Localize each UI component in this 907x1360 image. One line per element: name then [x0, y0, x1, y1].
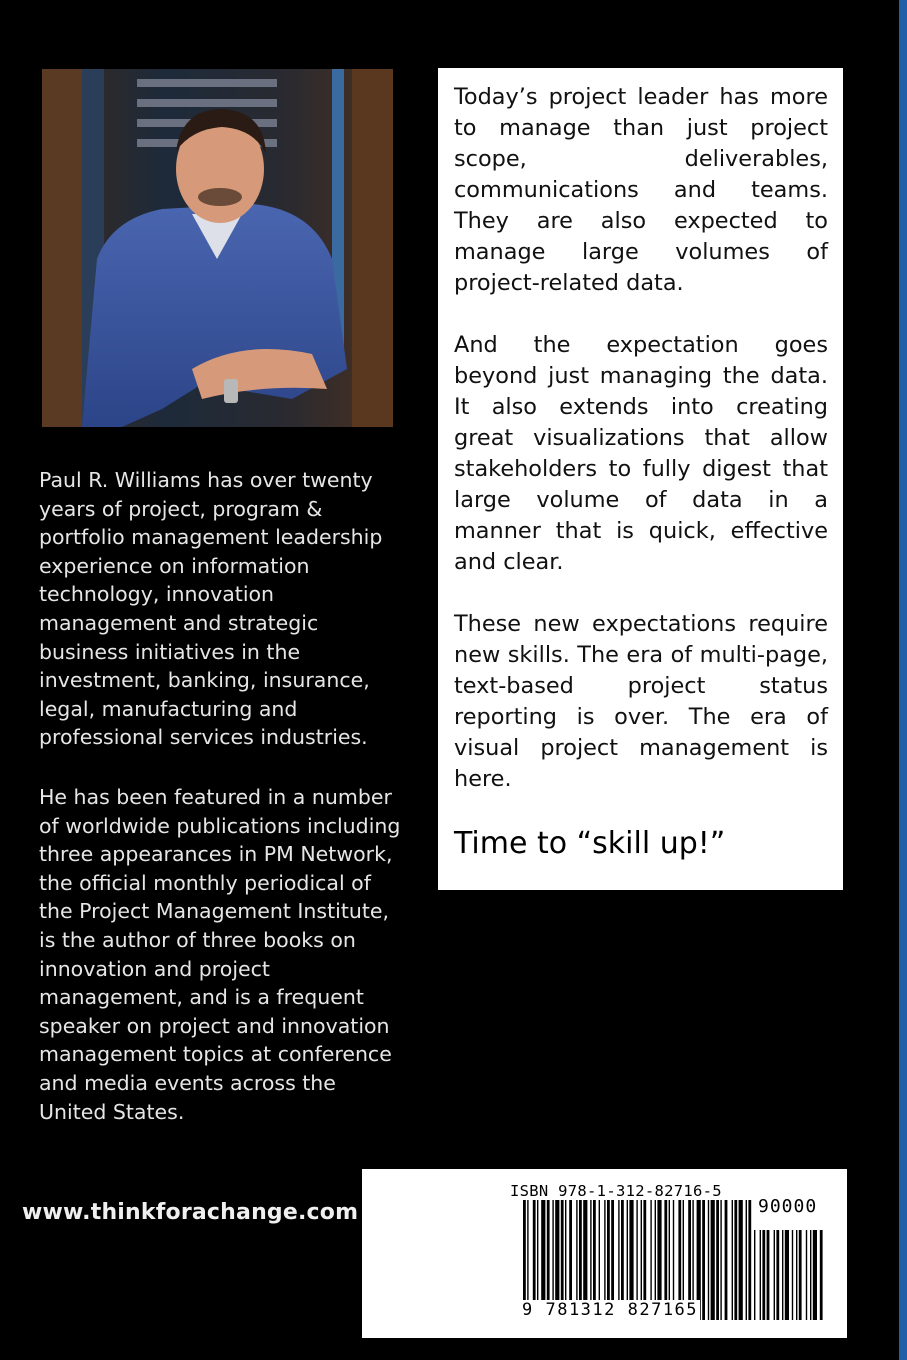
barcode-bar	[810, 1230, 811, 1320]
blurb-paragraph-1: Today’s project leader has more to manage than just project scope, deliverables, communications and teams. They are also expected to manage large volumes of project-related data.	[454, 84, 828, 296]
cover-edge-stripe	[899, 0, 907, 1360]
barcode-bar	[782, 1230, 783, 1320]
barcode-bar	[792, 1230, 793, 1320]
barcode-bar	[796, 1230, 797, 1320]
barcode-bar	[806, 1230, 807, 1320]
barcode-bar	[767, 1230, 770, 1320]
barcode-panel	[362, 1169, 847, 1338]
barcode-bar	[716, 1200, 719, 1320]
barcode-bar	[708, 1200, 709, 1320]
barcode-bar	[732, 1200, 733, 1320]
blurb-panel	[438, 68, 843, 890]
barcode-bar	[820, 1230, 823, 1320]
barcode-bar	[754, 1230, 755, 1320]
author-bio-paragraph-2: He has been featured in a number of worldwide publications including three appearances in PM Network, the official monthly periodical of the Project Management Institute, is the author of three books on innovation and project management, and is a frequent speaker on project and innovation management topics at conference and media events across the United States.	[39, 785, 401, 1124]
website-link[interactable]: www.thinkforachange.com	[22, 1200, 359, 1225]
blurb-tagline: Time to “skill up!”	[454, 826, 726, 861]
barcode-bar	[746, 1200, 747, 1320]
author-photo	[42, 69, 393, 427]
barcode-bar	[785, 1230, 789, 1320]
barcode-bar	[813, 1230, 817, 1320]
barcode-bar	[760, 1230, 761, 1320]
barcode-bar	[711, 1200, 715, 1320]
barcode-bar	[739, 1200, 743, 1320]
barcode-bar	[748, 1200, 751, 1320]
barcode-bar	[725, 1200, 728, 1320]
blurb-paragraph-3: These new expectations require new skills. The era of multi-page, text-based project status reporting is over. The era of visual project management is here.	[454, 611, 828, 792]
barcode-bar	[702, 1200, 705, 1320]
author-photo-illustration	[42, 69, 393, 427]
barcode-bar	[799, 1230, 802, 1320]
barcode-bar	[774, 1230, 775, 1320]
blurb-paragraph-2: And the expectation goes beyond just managing the data. It also extends into creating great visualizations that allow stakeholders to fully digest that large volume of data in a manner that is quick, effective and clear.	[454, 332, 828, 575]
barcode-bar	[734, 1200, 737, 1320]
barcode-number: 9 781312 827165	[522, 1300, 699, 1320]
price-code: 90000	[758, 1196, 818, 1217]
barcode-bar	[720, 1200, 721, 1320]
barcode-bar	[762, 1230, 765, 1320]
barcode-bar	[776, 1230, 779, 1320]
isbn-label: ISBN 978-1-312-82716-5	[510, 1182, 722, 1200]
author-bio-paragraph-1: Paul R. Williams has over twenty years of project, program & portfolio management leadership experience on information technology, innovation management and strategic business initiatives in the investment, banking, insurance, legal, manufacturing and professional services industries.	[39, 468, 383, 750]
